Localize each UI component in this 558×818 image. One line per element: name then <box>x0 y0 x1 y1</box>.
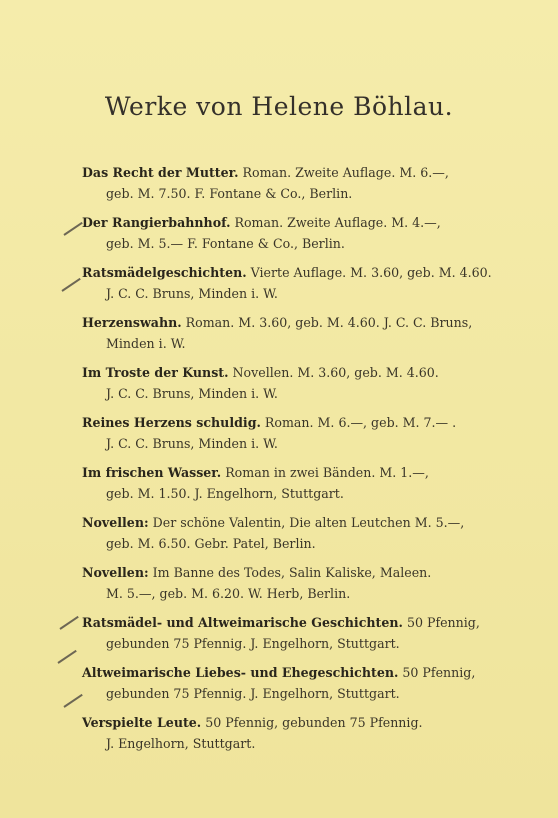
work-title: Novellen: <box>82 565 149 580</box>
page-title: Werke von Helene Böhlau. <box>104 92 454 121</box>
work-details: Roman. M. 6.—, geb. M. 7.— . <box>264 415 457 430</box>
work-title: Verspielte Leute. <box>82 715 202 730</box>
list-item <box>82 412 456 454</box>
work-details: 50 Pfennig, gebunden 75 Pfennig. <box>205 715 423 730</box>
list-item <box>82 162 449 204</box>
work-details: 50 Pfennig, <box>406 615 480 630</box>
work-details: Der schöne Valentin, Die alten Leutchen M. 5.—, <box>152 515 465 530</box>
work-publisher: J. C. C. Bruns, Minden i. W. <box>106 436 278 451</box>
list-item <box>82 362 439 404</box>
list-item <box>82 612 480 654</box>
work-publisher: geb. M. 1.50. J. Engelhorn, Stuttgart. <box>106 486 344 501</box>
list-item <box>82 312 472 354</box>
pencil-mark <box>63 222 82 236</box>
work-title: Der Rangierbahnhof. <box>82 215 231 230</box>
work-publisher: J. Engelhorn, Stuttgart. <box>106 736 256 751</box>
work-details: Roman. M. 3.60, geb. M. 4.60. J. C. C. Bruns, <box>185 315 473 330</box>
work-publisher: J. C. C. Bruns, Minden i. W. <box>106 386 278 401</box>
work-details: Novellen. M. 3.60, geb. M. 4.60. <box>232 365 439 380</box>
list-item <box>82 662 475 704</box>
work-title: Das Recht der Mutter. <box>82 165 239 180</box>
work-title: Reines Herzens schuldig. <box>82 415 261 430</box>
work-details: Roman. Zweite Auflage. M. 6.—, <box>242 165 449 180</box>
list-item <box>82 512 464 554</box>
work-publisher: M. 5.—, geb. M. 6.20. W. Herb, Berlin. <box>106 586 351 601</box>
work-details: 50 Pfennig, <box>402 665 476 680</box>
work-publisher: geb. M. 7.50. F. Fontane & Co., Berlin. <box>106 186 353 201</box>
work-details: Roman. Zweite Auflage. M. 4.—, <box>234 215 441 230</box>
list-item <box>82 462 429 504</box>
work-publisher: geb. M. 5.— F. Fontane & Co., Berlin. <box>106 236 345 251</box>
work-title: Herzenswahn. <box>82 315 182 330</box>
work-publisher: gebunden 75 Pfennig. J. Engelhorn, Stuttgart. <box>106 636 400 651</box>
work-publisher: J. C. C. Bruns, Minden i. W. <box>106 286 278 301</box>
work-details: Vierte Auflage. M. 3.60, geb. M. 4.60. <box>250 265 492 280</box>
work-title: Altweimarische Liebes- und Ehegeschichten. <box>82 665 399 680</box>
work-publisher: gebunden 75 Pfennig. J. Engelhorn, Stuttgart. <box>106 686 400 701</box>
work-title: Ratsmädelgeschichten. <box>82 265 247 280</box>
pencil-mark <box>63 694 82 708</box>
list-item <box>82 712 423 754</box>
list-item <box>82 262 492 304</box>
work-publisher: Minden i. W. <box>106 336 186 351</box>
pencil-mark <box>61 278 80 292</box>
pencil-mark <box>59 616 78 630</box>
work-details: Im Banne des Todes, Salin Kaliske, Maleen. <box>152 565 432 580</box>
work-publisher: geb. M. 6.50. Gebr. Patel, Berlin. <box>106 536 316 551</box>
pencil-mark <box>57 650 76 664</box>
work-title: Im Troste der Kunst. <box>82 365 229 380</box>
list-item <box>82 562 431 604</box>
work-title: Im frischen Wasser. <box>82 465 222 480</box>
work-title: Ratsmädel- und Altweimarische Geschichten. <box>82 615 403 630</box>
work-details: Roman in zwei Bänden. M. 1.—, <box>225 465 429 480</box>
list-item <box>82 212 441 254</box>
work-title: Novellen: <box>82 515 149 530</box>
